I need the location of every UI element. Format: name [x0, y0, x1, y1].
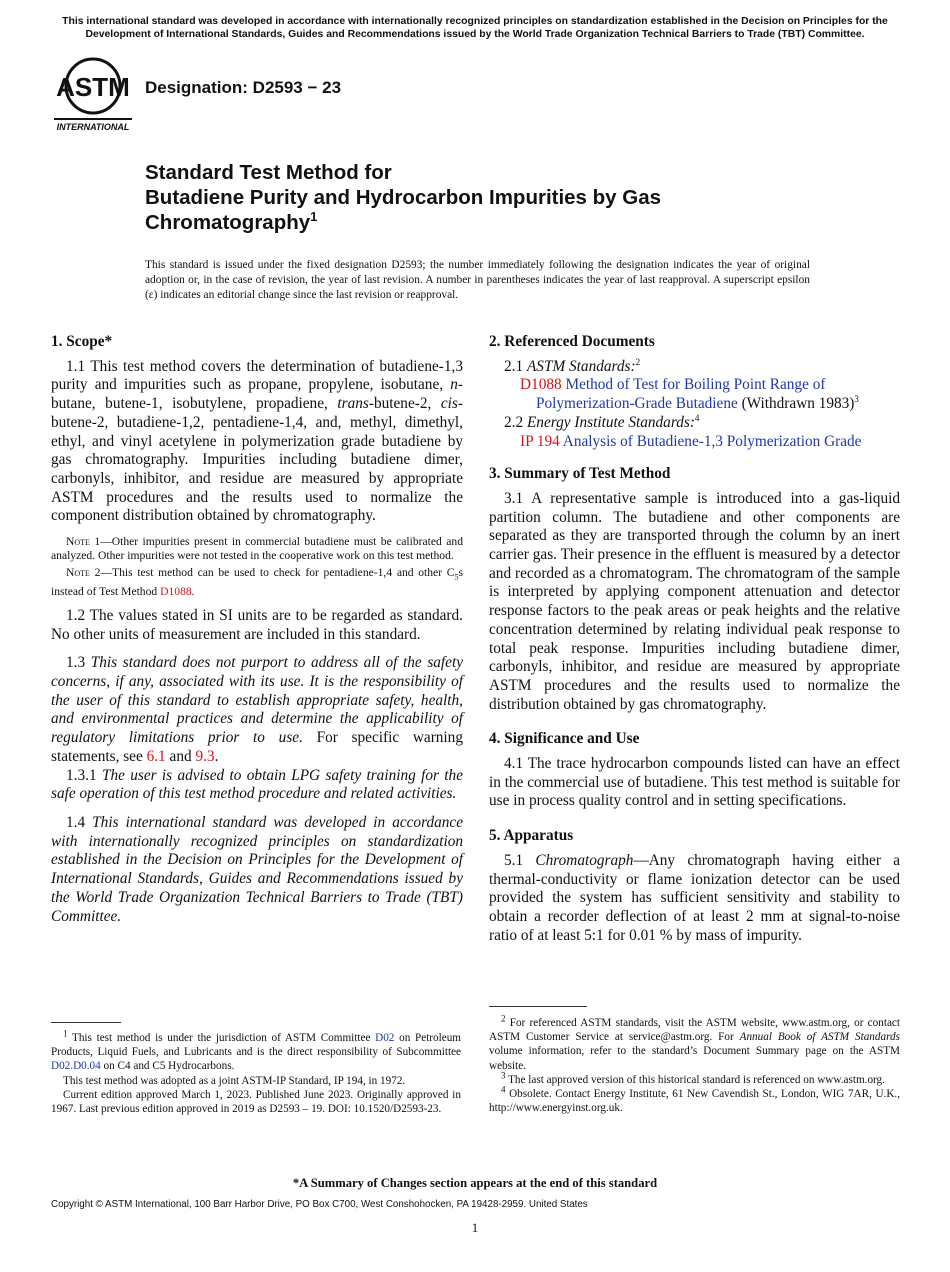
footnotes-right [489, 1013, 900, 1115]
footnote-3: $^3$ The last approved version of this historical standard is referenced on www.astm.org. [501, 1070, 885, 1086]
footnotes-left [51, 1028, 461, 1116]
para-5-1: 5.1 Chromatograph—Any chromatograph having either a thermal-conductivity or flame ionization detector can be used provided the system has sufficient sensitivity and stability to obtain a recorder deflection of at least 2 mm at signal-to-noise ratio of at least 5:1 for 0.01 % by mass of impurity. [489, 851, 901, 944]
ref-ip194-code[interactable]: IP 194 [520, 432, 560, 450]
para-1-3: 1.3 This standard does not purport to address all of the safety concerns, if any, associated with its use. It is the responsibility of the user of this standard to establish appropriate safety, health, and environmental practices and determine the applicability of regulatory limitations prior to use. For specific warning statements, see 6.1 and 9.3. [51, 654, 463, 765]
section-1-heading: 1. Scope* [51, 333, 113, 350]
summary-of-changes-notice: *A Summary of Changes section appears at the end of this standard [292, 1176, 658, 1190]
footnote-1-edition: Current edition approved March 1, 2023. Published June 2023. Originally approved in 1967. Last previous edition approved in 2019 as D2593 – 19. DOI: 10.1520/D2593-23. [51, 1088, 461, 1116]
footnote-rule-left [51, 1022, 121, 1023]
note-1: Note 1—Other impurities present in commercial butadiene must be calibrated and analyzed. Other impurities were not tested in the cooperative work on this test method. [51, 535, 463, 563]
designation: Designation: D2593 − 23 [145, 78, 342, 97]
link-d02[interactable]: D02 [375, 1032, 395, 1044]
link-9-3[interactable]: 9.3 [195, 747, 215, 765]
para-1-2: 1.2 The values stated in SI units are to be regarded as standard. No other units of measurement are included in this standard. [51, 606, 463, 643]
para-3-1: 3.1 A representative sample is introduced into a gas-liquid partition column. The butadiene and other components are separated as they are transported through the column by an inert carrier gas. Their presence in the effluent is measured by a detector and recorded as a chromatogram. The chromatogram of the sample is interpreted by applying component attenuation and detector response factors to the peak areas or peak heights and the relative concentration determined by relating individual peak response to total peak response. Impurities including butadiene dimer, carbonyls, inhibitor, and residue are measured by appropriate ASTM procedures and the results used to normalize the distribution obtained by gas chromatography. [489, 489, 900, 713]
title-line-3: Chromatography [145, 211, 311, 234]
page-number: 1 [471, 1220, 479, 1235]
link-6-1[interactable]: 6.1 [146, 747, 166, 765]
footnote-rule-right [489, 1006, 587, 1007]
right-column [489, 333, 900, 945]
section-5-heading: 5. Apparatus [489, 827, 574, 845]
issuance-statement: This standard is issued under the fixed designation D2593; the number immediately following the designation indicates the year of original adoption or, in the case of revision, the year of last revision. A number in parentheses indicates the year of last reapproval. A superscript epsilon (ε) indicates an editorial change since the last revision or reapproval. [145, 259, 810, 301]
link-d02-d0-04[interactable]: D02.D0.04 [51, 1060, 101, 1073]
title-line-1: Standard Test Method for [145, 161, 392, 184]
logo-text: ASTM [56, 72, 130, 102]
footnote-4: $^4$ Obsolete. Contact Energy Institute, 61 New Cavendish St., London, WIG 7AR, U.K., http://www.energyinst.org.uk. [489, 1084, 900, 1115]
left-column [51, 333, 463, 926]
para-1-3-1: 1.3.1 The user is advised to obtain LPG safety training for the safe operation of this test method procedure and related activities. [51, 766, 463, 803]
para-1-1: 1.1 This test method covers the determination of butadiene-1,3 purity and impurities such as propane, propylene, isobutane, n-butane, butene-1, isobutylene, propadiene, trans-butene-2, cis-butene-2, butadiene-1,2, pentadiene-1,4, and, methyl, dimethyl, ethyl, and vinyl acetylene in polymerization grade butadiene by gas chromatography. Impurities including butadiene dimer, carbonyls, inhibitor, and residue are measured by appropriate ASTM procedures and the results used to normalize the component distribution obtained by chromatography. [51, 357, 463, 525]
ref-d1088[interactable]: D1088 Method of Test for Boiling Point Range of Polymerization-Grade Butadiene (Withdrawn 1983)$^3$ [520, 376, 859, 413]
para-2-2: 2.2 Energy Institute Standards:$^4$ [504, 412, 700, 431]
footnote-1-adoption: This test method was adopted as a joint ASTM-IP Standard, IP 194, in 1972. [63, 1074, 406, 1087]
tbt-banner: This international standard was developed in accordance with internationally recognized principles on standardization established in the Decision on Principles for the Development of International Standards, Guides and Recommendations issued by the World Trade Organization Technical Barriers to Trade (TBT) Committee. [62, 16, 888, 40]
section-4-heading: 4. Significance and Use [489, 730, 640, 748]
ref-d1088-title[interactable]: Method of Test for Boiling Point Range of Polymerization-Grade Butadiene [536, 376, 826, 413]
copyright-line: Copyright © ASTM International, 100 Barr Harbor Drive, PO Box C700, West Conshohocken, PA 19428-2959. United States [51, 1199, 588, 1210]
title-footnote-ref[interactable]: 1 [310, 209, 318, 225]
footnote-1: $^1$ This test method is under the jurisdiction of ASTM Committee D02 on Petroleum Products, Liquid Fuels, and Lubricants and is the direct responsibility of Subcommittee D02.D0.04 on C4 and C5 Hydrocarbons. [51, 1028, 461, 1073]
footnote-2: $^2$ For referenced ASTM standards, visit the ASTM website, www.astm.org, or contact ASTM Customer Service at service@astm.org. For Annual Book of ASTM Standards volume information, refer to the standard’s Document Summary page on the ASTM website. [489, 1013, 900, 1072]
note-2: Note 2—This test method can be used to check for pentadiene-1,4 and other $C_5s$ instead of Test Method D1088. [51, 565, 464, 598]
para-2-1: 2.1 ASTM Standards:$^2$ [504, 356, 641, 375]
document-title [145, 160, 845, 235]
logo-subtext: INTERNATIONAL [56, 122, 130, 132]
para-1-4: 1.4 This international standard was developed in accordance with internationally recognized principles on standardization established in the Decision on Principles for the Development of International Standards, Guides and Recommendations issued by the World Trade Organization Technical Barriers to Trade (TBT) Committee. [51, 814, 463, 925]
ref-ip194[interactable] [489, 433, 900, 452]
section-2-heading: 2. Referenced Documents [489, 333, 655, 350]
ref-d1088-code[interactable]: D1088 [520, 376, 562, 394]
section-3-heading: 3. Summary of Test Method [489, 465, 671, 483]
para-4-1: 4.1 The trace hydrocarbon compounds listed can have an effect in the commercial use of butadiene. This test method is suitable for use in process quality control and in setting specifications. [489, 755, 900, 810]
title-line-2: Butadiene Purity and Hydrocarbon Impurities by Gas [145, 186, 662, 209]
astm-logo-icon [52, 56, 134, 132]
ref-ip194-title[interactable]: Analysis of Butadiene-1,3 Polymerization Grade [562, 432, 862, 450]
link-d1088-note[interactable]: D1088 [160, 584, 192, 598]
